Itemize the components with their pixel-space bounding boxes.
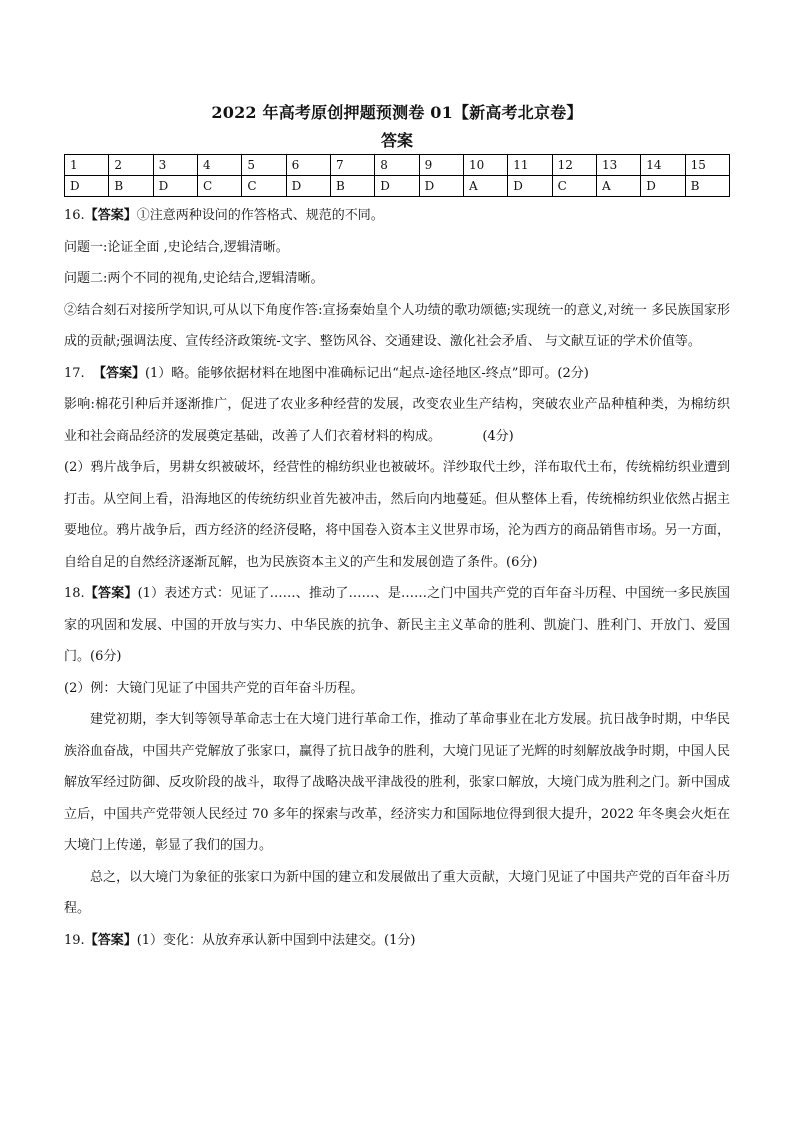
q16-text-1: ①注意两种设问的作答格式、规范的不同。 [136, 208, 384, 223]
answer-cell: B [685, 176, 729, 197]
q18-paragraph-3: 建党初期，李大钊等领导革命志士在大境门进行革命工作，推动了革命事业在北方发展。抗日战争时期，中华民族浴血奋战，中国共产党解放了张家口，赢得了抗日战争的胜利，大境门见证了光辉的时刻解放战争时期，中国人民解放军经过防御、反攻阶段的战斗，取得了战略决战平津战役的胜利，张家口解放，大境门成为胜利之门。新中国成立后，中国共产党带领人民经过 70 多年的探索与改革，经济实力和国际地位得到很大提升，2022 年冬奥会火炬在大境门上传递，彰显了我们的国力。 [64, 712, 730, 853]
question-number-cell: 9 [419, 155, 463, 176]
q18-paragraph-4: 总之，以大境门为象征的张家口为新中国的建立和发展做出了重大贡献，大境门见证了中国共产党的百年奋斗历程。 [64, 869, 730, 916]
q18-paragraph-2: (2）例：大镜门见证了中国共产党的百年奋斗历程。 [64, 680, 364, 696]
q16-paragraph-4: ②结合刻石对接所学知识,可从以下角度作答:宣扬秦始皇个人功绩的歌功颂德;实现统一的意义,对统一 多民族国家形成的贡献;强调法度、宣传经济政策统-文字、整饬风谷、交通建设、激化社会矛盾、 与文献互证的学术价值等。 [64, 302, 730, 349]
q16-number: 16. [64, 208, 85, 223]
q19-number: 19. [64, 932, 85, 948]
q17-paragraph-2 [64, 389, 730, 452]
q17-text-2: 影响:棉花引种后并逐渐推广，促进了农业多种经营的发展，改变农业生产结构，突破农业产品种植种类，为棉纺织业和社会商品经济的发展奠定基础，改善了人们衣着材料的构成。 [64, 397, 730, 444]
answer-cell: A [463, 176, 507, 197]
q18-paragraph-1 [64, 578, 730, 673]
q16-paragraph-2: 问题一:论证全面 ,史论结合,逻辑清晰。 [64, 239, 289, 255]
q16-answer-tag: 【答案】 [84, 208, 137, 223]
q17-paragraph-1 [64, 358, 730, 390]
q19-paragraph-1 [64, 925, 730, 957]
question-number-cell: 1 [65, 155, 109, 176]
answer-content [64, 200, 730, 956]
answer-table-answer-row [65, 176, 730, 197]
q18-answer-tag: 【答案】 [84, 586, 138, 601]
q17-text-1: (1）略。能够依据材料在地图中准确标记出“起点-途径地区-终点”即可。(2分) [144, 365, 589, 381]
q17-paragraph-3: (2）鸦片战争后，男耕女织被破坏，经营性的棉纺织业也被破坏。洋纱取代土纱，洋布取代土布，传统棉纺织业遭到打击。从空间上看，沿海地区的传统纺织业首先被冲击，然后向内地蔓延。但从整体上看，传统棉纺织业依然占据主要地位。鸦片战争后，西方经济的经济侵略，将中国卷入资本主义世界市场，沦为西方的商品销售市场。另一方面，自给自足的自然经济逐渐瓦解，也为民族资本主义的产生和发展创造了条件。(6分) [64, 460, 730, 570]
q18-text-1: (1）表述方式：见证了……、推动了……、是……之门中国共产党的百年奋斗历程、中国统一多民族国家的巩固和发展、中国的开放与实力、中华民族的抗争、新民主主义革命的胜利、凯旋门、胜利门、开放门、爱国门。(6分) [64, 586, 730, 664]
answer-cell: B [330, 176, 374, 197]
question-number-cell: 7 [330, 155, 374, 176]
answer-cell: A [596, 176, 640, 197]
question-number-cell: 14 [641, 155, 685, 176]
answer-table [64, 154, 730, 197]
q17-number: 17. [64, 365, 85, 381]
q17-answer-tag: 【答案】 [92, 365, 145, 381]
question-number-cell: 2 [109, 155, 153, 176]
q19-text-1: (1）变化：从放弃承认新中国到中法建交。(1分) [136, 932, 416, 948]
answer-table-number-row [65, 155, 730, 176]
answer-cell: D [286, 176, 330, 197]
answer-cell: D [641, 176, 685, 197]
question-number-cell: 13 [596, 155, 640, 176]
page-subtitle: 答案 [380, 131, 413, 150]
answer-cell: C [242, 176, 286, 197]
answer-cell: C [197, 176, 241, 197]
question-number-cell: 15 [685, 155, 729, 176]
answer-cell: D [508, 176, 552, 197]
question-number-cell: 3 [153, 155, 197, 176]
answer-cell: D [419, 176, 463, 197]
q18-number: 18. [64, 586, 85, 601]
question-number-cell: 12 [552, 155, 596, 176]
question-number-cell: 4 [197, 155, 241, 176]
page-title: 2022 年高考原创押题预测卷 01【新高考北京卷】 [211, 103, 583, 122]
answer-cell: B [109, 176, 153, 197]
answer-cell: D [375, 176, 419, 197]
question-number-cell: 11 [508, 155, 552, 176]
question-number-cell: 5 [242, 155, 286, 176]
q16-paragraph-3: 问题二:两个不同的视角,史论结合,逻辑清晰。 [64, 271, 324, 286]
answer-cell: C [552, 176, 596, 197]
answer-cell: D [153, 176, 197, 197]
question-number-cell: 10 [463, 155, 507, 176]
answer-cell: D [65, 176, 109, 197]
question-number-cell: 6 [286, 155, 330, 176]
question-number-cell: 8 [375, 155, 419, 176]
q17-score-2: (4分) [482, 428, 514, 444]
q16-paragraph-1 [64, 200, 730, 232]
q19-answer-tag: 【答案】 [84, 932, 137, 948]
